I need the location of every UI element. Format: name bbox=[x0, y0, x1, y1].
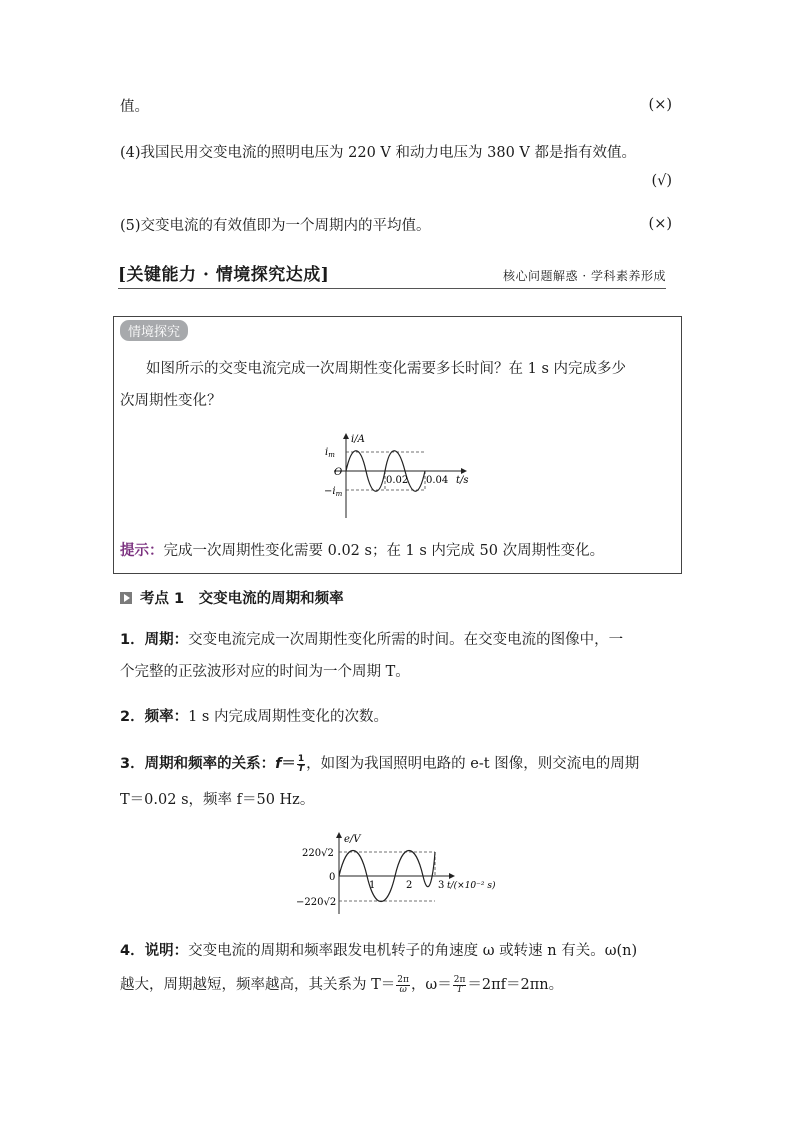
scenario-tag: 情境探究 bbox=[120, 320, 188, 341]
tick-label-1: 0.02 bbox=[386, 475, 409, 486]
scenario-box bbox=[113, 316, 682, 574]
section-title: [关键能力 · 情境探究达成] bbox=[118, 265, 330, 285]
current-waveform-figure bbox=[324, 431, 484, 521]
x-axis-label: t/s bbox=[456, 475, 469, 486]
tick-label-1: 1 bbox=[369, 880, 376, 891]
kaodian-title: 考点 1 交变电流的周期和频率 bbox=[140, 591, 344, 607]
point-3-f: f bbox=[275, 756, 282, 772]
section-header bbox=[118, 258, 666, 289]
y-axis-label: i/A bbox=[351, 434, 365, 445]
tick-label-3: 3 bbox=[438, 880, 445, 891]
tick-label-2: 0.04 bbox=[426, 475, 449, 486]
point-1-text: 交变电流完成一次周期性变化所需的时间。在交变电流的图像中，一 bbox=[188, 632, 624, 648]
origin-label: O bbox=[334, 467, 343, 478]
point-3-line2: T＝0.02 s，频率 f＝50 Hz。 bbox=[120, 792, 315, 808]
peak-pos-label: 220√2 bbox=[302, 848, 334, 859]
item4-text: (4)我国民用交变电流的照明电压为 220 V 和动力电压为 380 V 都是指有效值。 bbox=[120, 145, 636, 161]
section-subtitle: 核心问题解惑 · 学科素养形成 bbox=[503, 269, 666, 283]
scenario-question-line2: 次周期性变化？ bbox=[120, 393, 222, 409]
peak-neg-label: $-i_m$ bbox=[324, 486, 343, 498]
point-2-text: 1 s 内完成周期性变化的次数。 bbox=[188, 709, 388, 725]
y-axis-label: e/V bbox=[344, 834, 361, 845]
item3-mark: (×) bbox=[648, 97, 672, 113]
tick-label-2: 2 bbox=[406, 880, 413, 891]
point-2 bbox=[120, 707, 388, 727]
point-1-label: 1．周期： bbox=[120, 632, 189, 648]
peak-pos-label: $i_m$ bbox=[325, 447, 335, 459]
point-4-fraction-2: $\frac{2\pi}{T}$ bbox=[453, 974, 466, 995]
scenario-hint bbox=[120, 541, 604, 561]
point-4-label: 4．说明： bbox=[120, 943, 189, 959]
item5-mark: (×) bbox=[648, 216, 672, 232]
item3-tail: 值。 bbox=[120, 99, 149, 115]
kaodian-heading bbox=[120, 587, 344, 608]
peak-neg-label: −220√2 bbox=[296, 897, 337, 908]
point-3 bbox=[120, 752, 639, 776]
point-3-eq: ＝ bbox=[281, 756, 296, 772]
x-axis-label: t/(×10⁻² s) bbox=[447, 881, 496, 891]
origin-label: 0 bbox=[329, 872, 336, 883]
hint-text: 完成一次周期性变化需要 0.02 s；在 1 s 内完成 50 次周期性变化。 bbox=[163, 543, 605, 559]
point-3-label: 3．周期和频率的关系： bbox=[120, 756, 276, 772]
point-1-line2: 个完整的正弦波形对应的时间为一个周期 T。 bbox=[120, 664, 410, 680]
point-3-fraction: $\frac{1}{T}$ bbox=[297, 753, 305, 774]
point-4-fraction-1: $\frac{2\pi}{\omega}$ bbox=[397, 974, 409, 995]
voltage-waveform-figure bbox=[296, 830, 506, 916]
play-triangle-icon bbox=[120, 592, 132, 604]
hint-label: 提示： bbox=[120, 542, 164, 559]
point-4-line2: 越大，周期越短，频率越高，其关系为 T＝ $\frac{2\pi}{\omega}$ ，ω＝ $\frac{2\pi}{T}$ ＝2πf＝2πn。 bbox=[120, 974, 564, 995]
item4-mark: (√) bbox=[651, 173, 672, 189]
point-2-label: 2．频率： bbox=[120, 709, 189, 725]
point-1 bbox=[120, 630, 623, 650]
point-3-text: ，如图为我国照明电路的 e-t 图像，则交流电的周期 bbox=[306, 756, 640, 772]
scenario-question-line1: 如图所示的交变电流完成一次周期性变化需要多长时间？在 1 s 内完成多少 bbox=[146, 361, 626, 377]
point-4-text: 交变电流的周期和频率跟发电机转子的角速度 ω 或转速 n 有关。ω(n) bbox=[188, 943, 638, 959]
point-4 bbox=[120, 941, 637, 961]
item5-text: (5)交变电流的有效值即为一个周期内的平均值。 bbox=[120, 218, 431, 234]
